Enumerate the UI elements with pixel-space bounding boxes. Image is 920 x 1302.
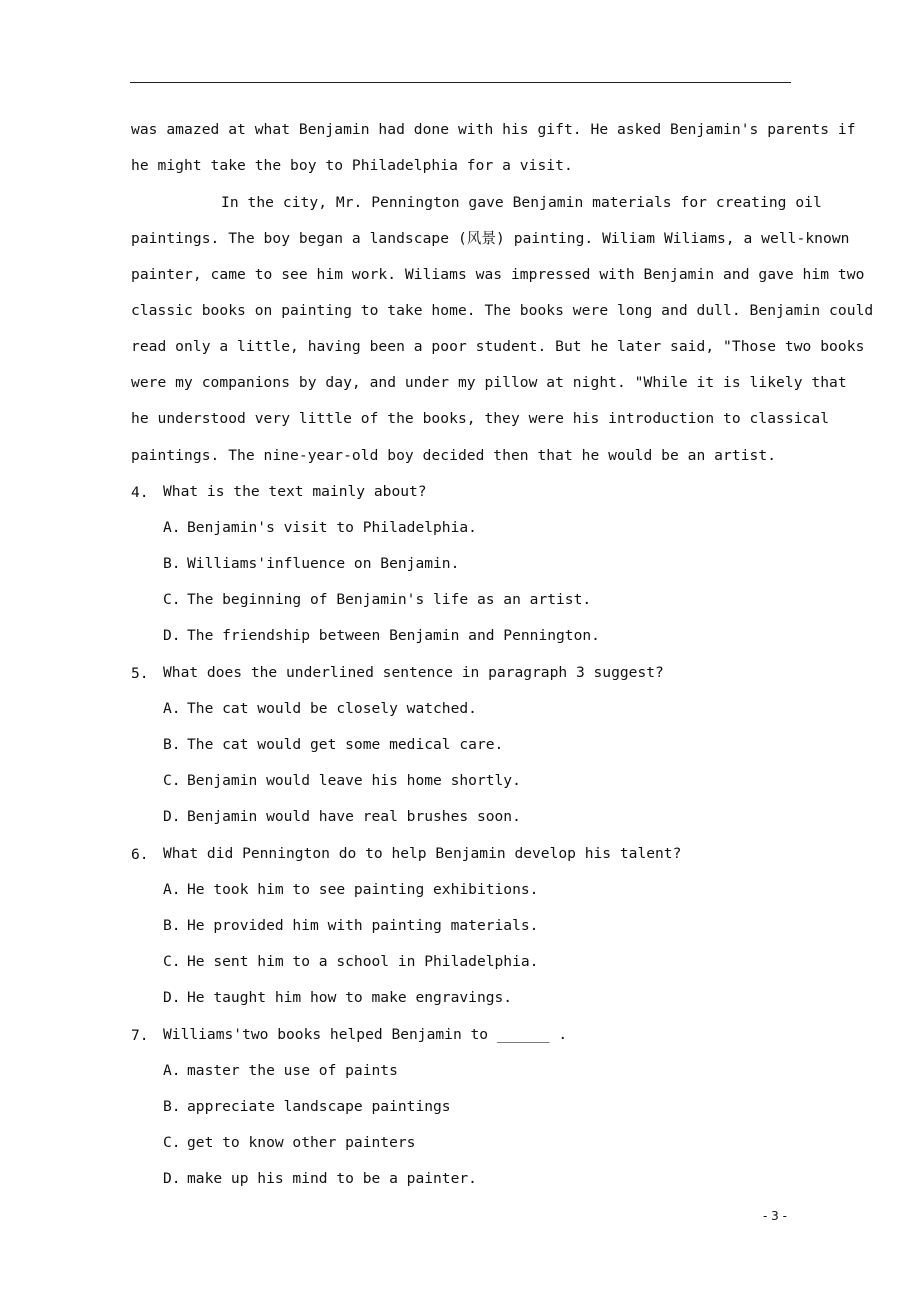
option-letter: D. (163, 627, 181, 644)
option-c[interactable] (163, 590, 591, 610)
page-number: - 3 - (763, 1209, 787, 1223)
option-b[interactable] (163, 735, 503, 755)
passage-line: were my companions by day, and under my pillow at night. "While it is likely that (131, 374, 847, 391)
option-letter: C. (163, 1134, 181, 1151)
header-rule (130, 82, 791, 83)
option-text: He took him to see painting exhibitions. (187, 881, 539, 898)
option-letter: B. (163, 555, 181, 572)
option-letter: C. (163, 591, 181, 608)
passage-line: paintings. The nine-year-old boy decided then that he would be an artist. (131, 447, 777, 464)
option-c[interactable] (163, 952, 538, 972)
option-text: He provided him with painting materials. (187, 917, 539, 934)
option-text: appreciate landscape paintings (187, 1098, 451, 1115)
passage-line: he might take the boy to Philadelphia for a visit. (131, 157, 573, 174)
passage-line: was amazed at what Benjamin had done with his gift. He asked Benjamin's parents if (131, 121, 856, 138)
question-text: What does the underlined sentence in paragraph 3 suggest? (163, 664, 664, 681)
option-b[interactable] (163, 1097, 451, 1117)
option-b[interactable] (163, 916, 538, 936)
option-a[interactable] (163, 880, 538, 900)
option-d[interactable] (163, 1169, 477, 1189)
option-text: The cat would be closely watched. (187, 700, 477, 717)
option-letter: A. (163, 519, 181, 536)
passage-line: painter, came to see him work. Wiliams was impressed with Benjamin and gave him two (131, 266, 865, 283)
option-text: Williams'influence on Benjamin. (187, 555, 460, 572)
question-number: 4. (131, 484, 149, 501)
option-c[interactable] (163, 771, 521, 791)
option-a[interactable] (163, 699, 477, 719)
option-b[interactable] (163, 554, 459, 574)
option-text: Benjamin would have real brushes soon. (187, 808, 521, 825)
option-d[interactable] (163, 626, 600, 646)
option-letter: B. (163, 736, 181, 753)
passage-line: classic books on painting to take home. The books were long and dull. Benjamin could (131, 302, 874, 319)
option-text: Benjamin would leave his home shortly. (187, 772, 521, 789)
question-number: 6. (131, 846, 149, 863)
option-letter: D. (163, 808, 181, 825)
option-letter: B. (163, 917, 181, 934)
question-text: What did Pennington do to help Benjamin develop his talent? (163, 845, 682, 862)
option-text: master the use of paints (187, 1062, 398, 1079)
question-number: 7. (131, 1027, 149, 1044)
passage-line: he understood very little of the books, they were his introduction to classical (131, 410, 830, 427)
option-d[interactable] (163, 988, 512, 1008)
passage-line: read only a little, having been a poor student. But he later said, "Those two books (131, 338, 865, 355)
option-letter: D. (163, 989, 181, 1006)
option-letter: B. (163, 1098, 181, 1115)
option-letter: C. (163, 772, 181, 789)
option-letter: A. (163, 881, 181, 898)
option-c[interactable] (163, 1133, 415, 1153)
option-a[interactable] (163, 1061, 398, 1081)
option-letter: A. (163, 700, 181, 717)
passage-line: In the city, Mr. Pennington gave Benjamin materials for creating oil (221, 194, 822, 211)
option-a[interactable] (163, 518, 477, 538)
option-text: He sent him to a school in Philadelphia. (187, 953, 539, 970)
option-text: He taught him how to make engravings. (187, 989, 513, 1006)
question-text: What is the text mainly about? (163, 483, 427, 500)
question-number: 5. (131, 665, 149, 682)
option-text: The friendship between Benjamin and Pennington. (187, 627, 600, 644)
option-text: The cat would get some medical care. (187, 736, 504, 753)
option-letter: C. (163, 953, 181, 970)
option-d[interactable] (163, 807, 521, 827)
passage-line: paintings. The boy began a landscape (风景) painting. Wiliam Wiliams, a well-known (131, 230, 850, 247)
option-text: Benjamin's visit to Philadelphia. (187, 519, 477, 536)
option-text: The beginning of Benjamin's life as an artist. (187, 591, 592, 608)
option-letter: A. (163, 1062, 181, 1079)
option-text: make up his mind to be a painter. (187, 1170, 477, 1187)
option-text: get to know other painters (187, 1134, 416, 1151)
question-text: Williams'two books helped Benjamin to ______ . (163, 1026, 568, 1043)
option-letter: D. (163, 1170, 181, 1187)
